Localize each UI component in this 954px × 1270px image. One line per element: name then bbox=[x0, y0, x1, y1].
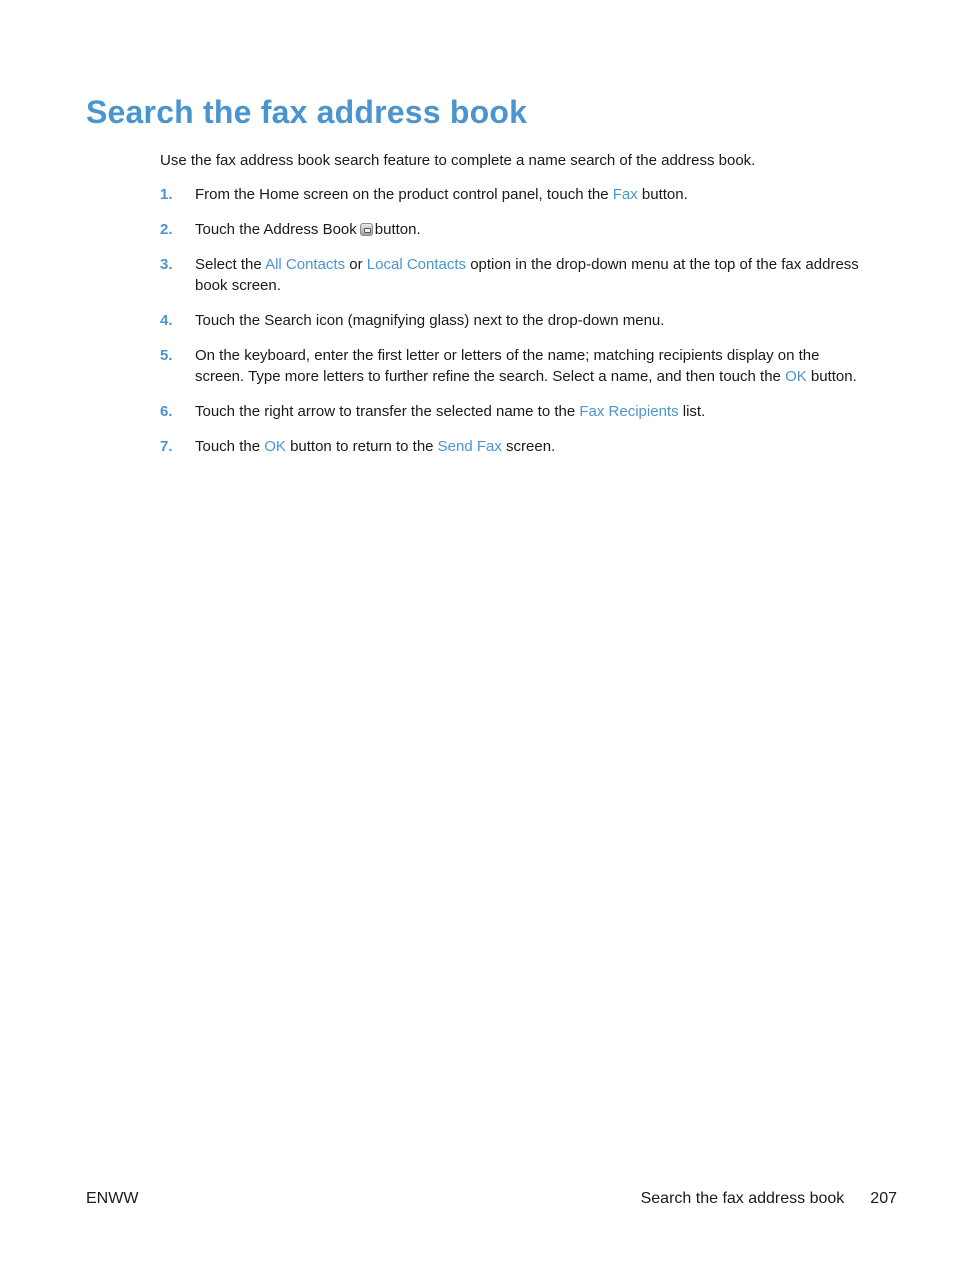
local-contacts-ref: Local Contacts bbox=[366, 256, 467, 273]
step-text: On the keyboard, enter the first letter or letters of the name; matching recipients display on the screen. Type more letters to further refine the search. Select a name, and then touch the bbox=[195, 347, 820, 385]
fax-button-ref: Fax bbox=[612, 186, 638, 203]
fax-recipients-ref: Fax Recipients bbox=[579, 403, 679, 420]
send-fax-ref: Send Fax bbox=[437, 438, 502, 455]
step-number: 2. bbox=[160, 221, 173, 238]
step-text: button. bbox=[806, 368, 857, 385]
ok-button-ref: OK bbox=[785, 368, 807, 385]
step-text: Touch the Address Book bbox=[195, 221, 357, 238]
address-book-icon bbox=[360, 223, 373, 236]
step-number: 4. bbox=[160, 312, 173, 329]
page-number: 207 bbox=[870, 1190, 897, 1207]
step-text: screen. bbox=[501, 438, 556, 455]
step-number: 6. bbox=[160, 403, 173, 420]
step-text: From the Home screen on the product control panel, touch the bbox=[195, 186, 613, 203]
step-text: Select the bbox=[195, 256, 266, 273]
step-text: option in the drop-down menu at the top of the fax address book screen. bbox=[195, 256, 859, 294]
step-5 bbox=[160, 345, 860, 387]
intro-paragraph: Use the fax address book search feature to complete a name search of the address book. bbox=[160, 152, 756, 169]
step-4 bbox=[160, 310, 860, 331]
step-7 bbox=[160, 436, 860, 457]
step-text: Touch the right arrow to transfer the selected name to the bbox=[195, 403, 580, 420]
all-contacts-ref: All Contacts bbox=[265, 256, 346, 273]
step-text: button. bbox=[637, 186, 688, 203]
footer-label: ENWW bbox=[86, 1190, 139, 1207]
step-text: button to return to the bbox=[285, 438, 438, 455]
step-number: 5. bbox=[160, 347, 173, 364]
ok-button-ref: OK bbox=[264, 438, 286, 455]
step-text: Touch the bbox=[195, 438, 265, 455]
footer-right bbox=[641, 1188, 897, 1210]
step-1 bbox=[160, 184, 860, 205]
steps-list bbox=[160, 184, 860, 471]
step-number: 7. bbox=[160, 438, 173, 455]
step-number: 1. bbox=[160, 186, 173, 203]
step-text: button. bbox=[374, 221, 421, 238]
step-number: 3. bbox=[160, 256, 173, 273]
step-6 bbox=[160, 401, 860, 422]
step-3 bbox=[160, 254, 860, 296]
page-footer bbox=[86, 1188, 897, 1210]
step-text: Touch the Search icon (magnifying glass) next to the drop-down menu. bbox=[195, 312, 665, 329]
step-text: or bbox=[345, 256, 367, 273]
footer-section-title: Search the fax address book bbox=[640, 1190, 845, 1207]
step-text: list. bbox=[678, 403, 706, 420]
page-title: Search the fax address book bbox=[86, 94, 528, 130]
step-2 bbox=[160, 219, 860, 240]
